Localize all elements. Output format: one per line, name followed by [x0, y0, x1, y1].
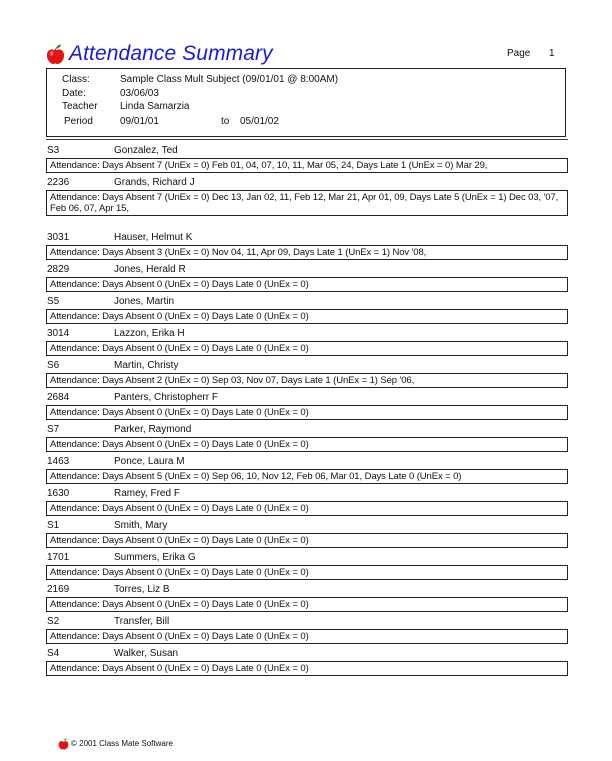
period-value: [120, 116, 279, 127]
student-name-line: [46, 548, 568, 565]
attendance-record: Attendance: Days Absent 0 (UnEx = 0) Days Late 0 (UnEx = 0): [46, 405, 568, 420]
student-name: Ponce, Laura M: [114, 456, 185, 467]
student-name-line: [46, 580, 568, 597]
student-id: S1: [47, 520, 60, 531]
student-name: Parker, Raymond: [114, 424, 192, 435]
student-entry: [46, 356, 568, 388]
student-entry: [46, 173, 568, 216]
attendance-record: Attendance: Days Absent 7 (UnEx = 0) Dec 13, Jan 02, 11, Feb 12, Mar 21, Apr 01, 09, Days Late 5 (UnEx = 1) Dec 03, '07, Feb 06, 07, Apr 15,: [46, 190, 568, 216]
student-entry: [46, 388, 568, 420]
student-name: Jones, Martin: [114, 296, 175, 307]
student-entry: [46, 484, 568, 516]
teacher-label: Teacher: [62, 101, 98, 112]
student-name: Martin, Christy: [114, 360, 179, 371]
student-id: S6: [47, 360, 60, 371]
student-name-line: [46, 612, 568, 629]
student-name: Transfer, Bill: [114, 616, 170, 627]
page-label: Page: [507, 48, 531, 59]
student-name: Panters, Christopherr F: [114, 392, 218, 403]
attendance-record: Attendance: Days Absent 0 (UnEx = 0) Days Late 0 (UnEx = 0): [46, 501, 568, 516]
student-entry: [46, 141, 568, 173]
student-name-line: [46, 292, 568, 309]
student-name: Grands, Richard J: [114, 177, 195, 188]
student-entry: [46, 420, 568, 452]
student-id: 3014: [47, 328, 70, 339]
attendance-record: Attendance: Days Absent 2 (UnEx = 0) Sep 03, Nov 07, Days Late 1 (UnEx = 1) Sep '06,: [46, 373, 568, 388]
student-name: Torres, Liz B: [114, 584, 170, 595]
student-name-line: [46, 324, 568, 341]
student-name: Jones, Herald R: [114, 264, 186, 275]
student-id: 2236: [47, 177, 70, 188]
student-id: S7: [47, 424, 60, 435]
report-title: Attendance Summary: [69, 42, 273, 65]
attendance-record: Attendance: Days Absent 0 (UnEx = 0) Days Late 0 (UnEx = 0): [46, 309, 568, 324]
attendance-record: Attendance: Days Absent 5 (UnEx = 0) Sep 06, 10, Nov 12, Feb 06, Mar 01, Days Late 0 (UnEx = 0): [46, 469, 568, 484]
student-entry: [46, 644, 568, 676]
header-divider: [46, 139, 568, 140]
student-name-line: [46, 452, 568, 469]
attendance-record: Attendance: Days Absent 0 (UnEx = 0) Days Late 0 (UnEx = 0): [46, 661, 568, 676]
student-id: 1701: [47, 552, 70, 563]
student-name-line: [46, 516, 568, 533]
student-name-line: [46, 420, 568, 437]
student-id: S3: [47, 145, 60, 156]
student-name-line: [46, 228, 568, 245]
student-entry: [46, 260, 568, 292]
class-info-box: [46, 68, 566, 137]
attendance-record: Attendance: Days Absent 0 (UnEx = 0) Days Late 0 (UnEx = 0): [46, 629, 568, 644]
period-to: to: [221, 116, 230, 127]
attendance-record: Attendance: Days Absent 0 (UnEx = 0) Days Late 0 (UnEx = 0): [46, 533, 568, 548]
student-id: 2169: [47, 584, 70, 595]
student-id: 1463: [47, 456, 70, 467]
student-list: [46, 141, 568, 676]
student-id: 1630: [47, 488, 70, 499]
student-name-line: [46, 141, 568, 158]
student-entry: [46, 292, 568, 324]
student-name: Smith, Mary: [114, 520, 168, 531]
student-name: Gonzalez, Ted: [114, 145, 178, 156]
page-number: 1: [549, 48, 555, 59]
apple-logo-icon: [58, 738, 69, 750]
student-name-line: [46, 388, 568, 405]
student-name-line: [46, 260, 568, 277]
period-label: Period: [64, 116, 93, 127]
student-name-line: [46, 644, 568, 661]
attendance-record: Attendance: Days Absent 0 (UnEx = 0) Days Late 0 (UnEx = 0): [46, 341, 568, 356]
date-label: Date:: [62, 88, 86, 99]
student-name: Summers, Erika G: [114, 552, 196, 563]
student-id: 2684: [47, 392, 70, 403]
student-id: S4: [47, 648, 60, 659]
attendance-record: Attendance: Days Absent 0 (UnEx = 0) Days Late 0 (UnEx = 0): [46, 565, 568, 580]
class-label: Class:: [62, 74, 90, 85]
attendance-record: Attendance: Days Absent 0 (UnEx = 0) Days Late 0 (UnEx = 0): [46, 437, 568, 452]
student-entry: [46, 452, 568, 484]
student-entry: [46, 612, 568, 644]
student-name-line: [46, 356, 568, 373]
student-id: 3031: [47, 232, 70, 243]
student-name-line: [46, 173, 568, 190]
student-name: Ramey, Fred F: [114, 488, 180, 499]
attendance-record: Attendance: Days Absent 0 (UnEx = 0) Days Late 0 (UnEx = 0): [46, 597, 568, 612]
class-value: Sample Class Mult Subject (09/01/01 @ 8:00AM): [120, 74, 339, 85]
student-name: Lazzon, Erika H: [114, 328, 185, 339]
student-entry: [46, 516, 568, 548]
student-entry: [46, 324, 568, 356]
date-value: 03/06/03: [120, 88, 159, 99]
teacher-value: Linda Samarzia: [120, 101, 190, 112]
attendance-record: Attendance: Days Absent 0 (UnEx = 0) Days Late 0 (UnEx = 0): [46, 277, 568, 292]
period-start: 09/01/01: [120, 116, 159, 127]
student-name-line: [46, 484, 568, 501]
copyright-text: © 2001 Class Mate Software: [71, 739, 173, 748]
student-entry: [46, 228, 568, 260]
student-entry: [46, 580, 568, 612]
attendance-record: Attendance: Days Absent 7 (UnEx = 0) Feb 01, 04, 07, 10, 11, Mar 05, 24, Days Late 1 (UnEx = 0) Mar 29,: [46, 158, 568, 173]
student-id: S2: [47, 616, 60, 627]
student-id: 2829: [47, 264, 70, 275]
student-name: Walker, Susan: [114, 648, 179, 659]
student-id: S5: [47, 296, 60, 307]
attendance-record: Attendance: Days Absent 3 (UnEx = 0) Nov 04, 11, Apr 09, Days Late 1 (UnEx = 1) Nov '08,: [46, 245, 568, 260]
student-entry: [46, 548, 568, 580]
period-end: 05/01/02: [240, 116, 279, 127]
student-name: Hauser, Helmut K: [114, 232, 193, 243]
apple-logo-icon: [46, 44, 65, 65]
